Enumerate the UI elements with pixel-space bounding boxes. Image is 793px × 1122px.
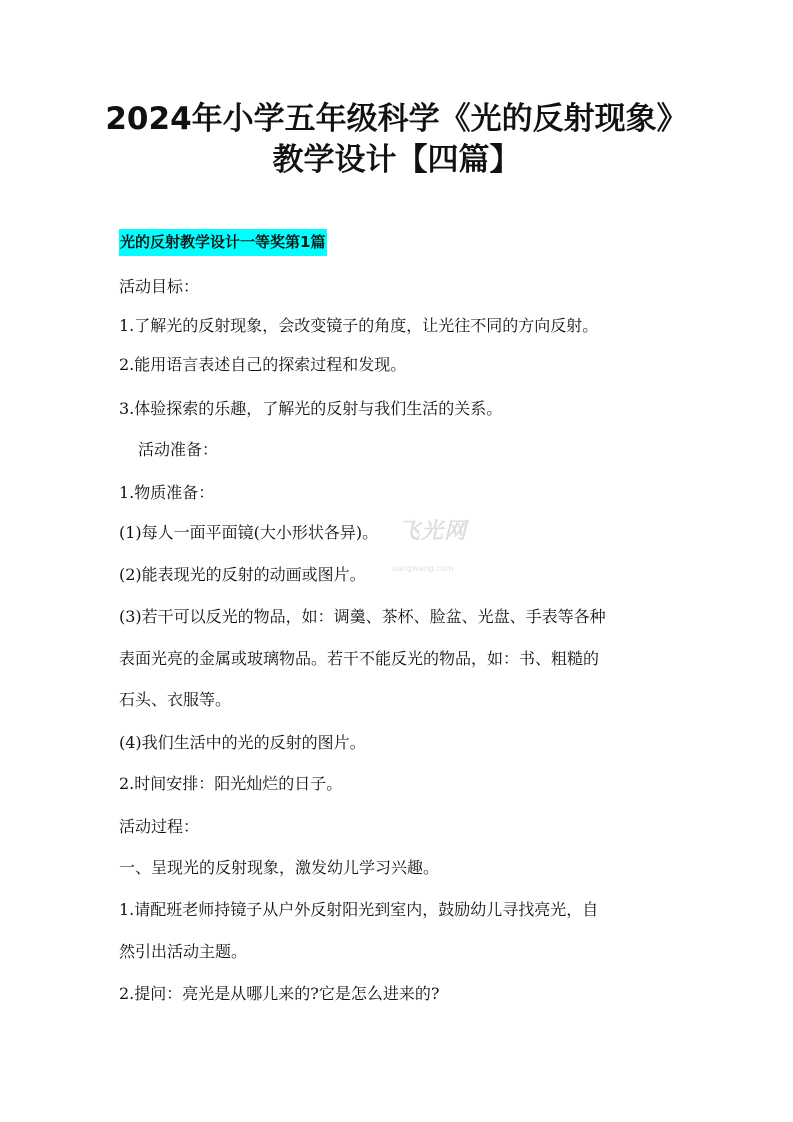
paragraph-prep-1: (1)每人一面平面镜(大小形状各异)。 [119, 523, 379, 542]
paragraph-prep-3-line-1: (3)若干可以反光的物品，如：调羹、茶杯、脸盆、光盘、手表等各种 [119, 607, 606, 626]
paragraph-goal-3: 3.体验探索的乐趣，了解光的反射与我们生活的关系。 [119, 399, 503, 418]
paragraph-material-preparation: 1.物质准备： [119, 483, 215, 502]
watermark-logo: 飞光网 [398, 519, 468, 544]
paragraph-step-1-item-2: 2.提问：亮光是从哪儿来的?它是怎么进来的? [119, 984, 440, 1003]
paragraph-step-1-item-1-line-2: 然引出活动主题。 [119, 942, 248, 961]
paragraph-step-1-item-1-line-1: 1.请配班老师持镜子从户外反射阳光到室内，鼓励幼儿寻找亮光，自 [119, 900, 599, 919]
watermark [392, 510, 472, 580]
section-heading: 光的反射教学设计一等奖第1篇 [119, 229, 327, 256]
paragraph-time-arrangement: 2.时间安排：阳光灿烂的日子。 [119, 774, 343, 793]
paragraph-activity-goals: 活动目标： [119, 277, 200, 296]
document-title-line-2: 教学设计【四篇】 [272, 142, 521, 178]
paragraph-goal-2: 2.能用语言表述自己的探索过程和发现。 [119, 355, 407, 374]
paragraph-prep-3-line-3: 石头、衣服等。 [119, 690, 232, 709]
paragraph-activity-process: 活动过程： [119, 817, 200, 836]
paragraph-step-1-heading: 一、呈现光的反射现象，激发幼儿学习兴趣。 [119, 858, 440, 877]
paragraph-prep-2: (2)能表现光的反射的动画或图片。 [119, 565, 366, 584]
watermark-url: uangwang.com [392, 564, 454, 573]
document-title-line-1: 2024年小学五年级科学《光的反射现象》 [105, 101, 688, 137]
paragraph-prep-3-line-2: 表面光亮的金属或玻璃物品。若干不能反光的物品，如：书、粗糙的 [119, 649, 600, 668]
paragraph-activity-preparation: 活动准备： [138, 440, 219, 459]
paragraph-prep-4: (4)我们生活中的光的反射的图片。 [119, 733, 366, 752]
paragraph-goal-1: 1.了解光的反射现象，会改变镜子的角度，让光往不同的方向反射。 [119, 316, 599, 335]
